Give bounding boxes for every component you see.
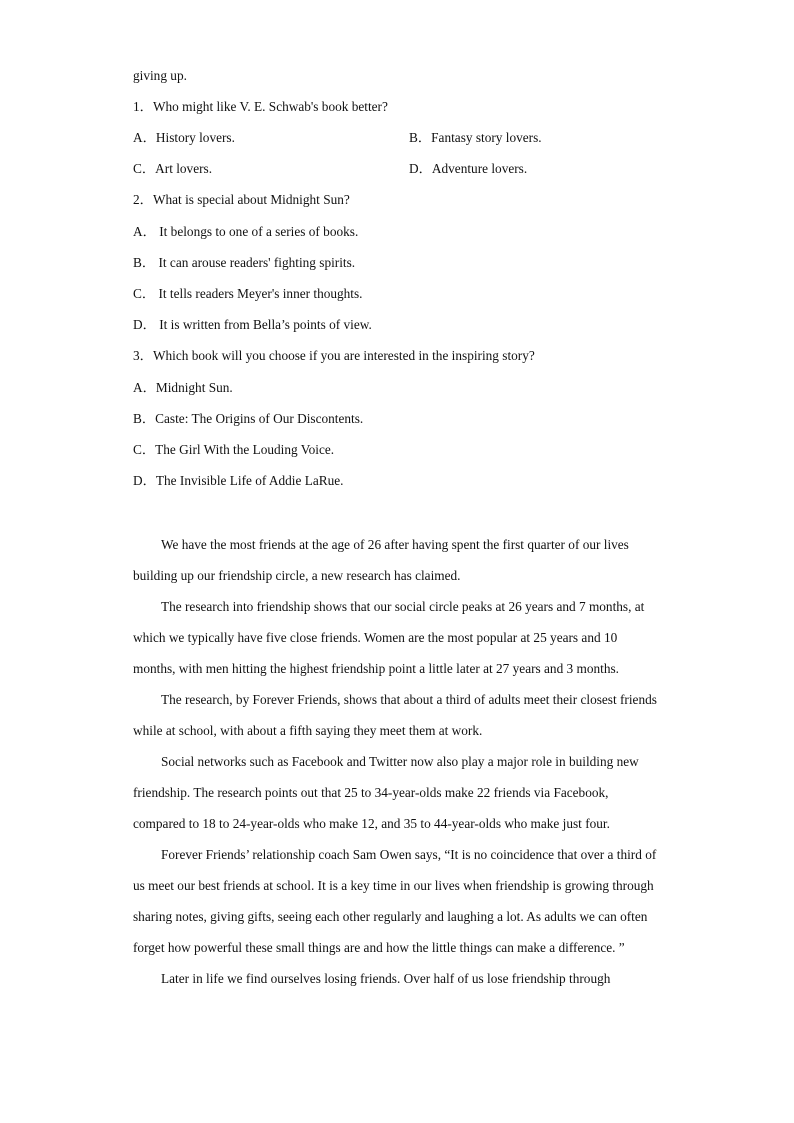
q1-option-d: D．Adventure lovers. xyxy=(409,161,528,176)
paragraph-1: We have the most friends at the age of 26 after having spent the first quarter of our lives building up our friendship circle, a new research has claimed. xyxy=(133,537,629,583)
paragraph-5: Forever Friends’ relationship coach Sam Owen says, “It is no coincidence that over a third of us meet our best friends at school. It is a key time in our lives when friendship is growing through sharing notes, giving gifts, seeing each other regularly and laughing a lot. As adults we can often forget how powerful these small things are and how the little things can make a difference. ” xyxy=(133,847,657,955)
question-1: 1．Who might like V. E. Schwab's book better? xyxy=(133,99,388,114)
text-line: giving up. xyxy=(133,68,187,83)
paragraph-4: Social networks such as Facebook and Twitter now also play a major role in building new friendship. The research points out that 25 to 34-year-olds make 22 friends via Facebook, compared to 18 to 24-year-olds who make 12, and 35 to 44-year-olds who make just four. xyxy=(133,754,639,831)
q1-option-a: A．History lovers. xyxy=(133,130,235,145)
question-3: 3．Which book will you choose if you are interested in the inspiring story? xyxy=(133,348,535,363)
q3-option-b: B．Caste: The Origins of Our Discontents. xyxy=(133,411,364,426)
q3-option-c: C．The Girl With the Louding Voice. xyxy=(133,442,335,457)
q1-option-b: B．Fantasy story lovers. xyxy=(409,130,542,145)
paragraph-3: The research, by Forever Friends, shows that about a third of adults meet their closest friends while at school, with about a fifth saying they meet them at work. xyxy=(133,692,657,738)
q2-option-d: D． It is written from Bella’s points of view. xyxy=(133,317,372,332)
question-2: 2．What is special about Midnight Sun? xyxy=(133,192,350,207)
q3-option-a: A．Midnight Sun. xyxy=(133,380,233,395)
q2-option-a: A． It belongs to one of a series of books. xyxy=(133,224,359,239)
q1-option-c: C．Art lovers. xyxy=(133,161,213,176)
q2-option-c: C． It tells readers Meyer's inner thoughts. xyxy=(133,286,363,301)
paragraph-2: The research into friendship shows that our social circle peaks at 26 years and 7 months, at which we typically have five close friends. Women are the most popular at 25 years and 10 months, with men hitting the highest friendship point a little later at 27 years and 3 months. xyxy=(133,599,645,676)
q2-option-b: B． It can arouse readers' fighting spirits. xyxy=(133,255,356,270)
paragraph-6: Later in life we find ourselves losing friends. Over half of us lose friendship through xyxy=(161,971,611,986)
q3-option-d: D．The Invisible Life of Addie LaRue. xyxy=(133,473,344,488)
passage xyxy=(133,529,663,994)
